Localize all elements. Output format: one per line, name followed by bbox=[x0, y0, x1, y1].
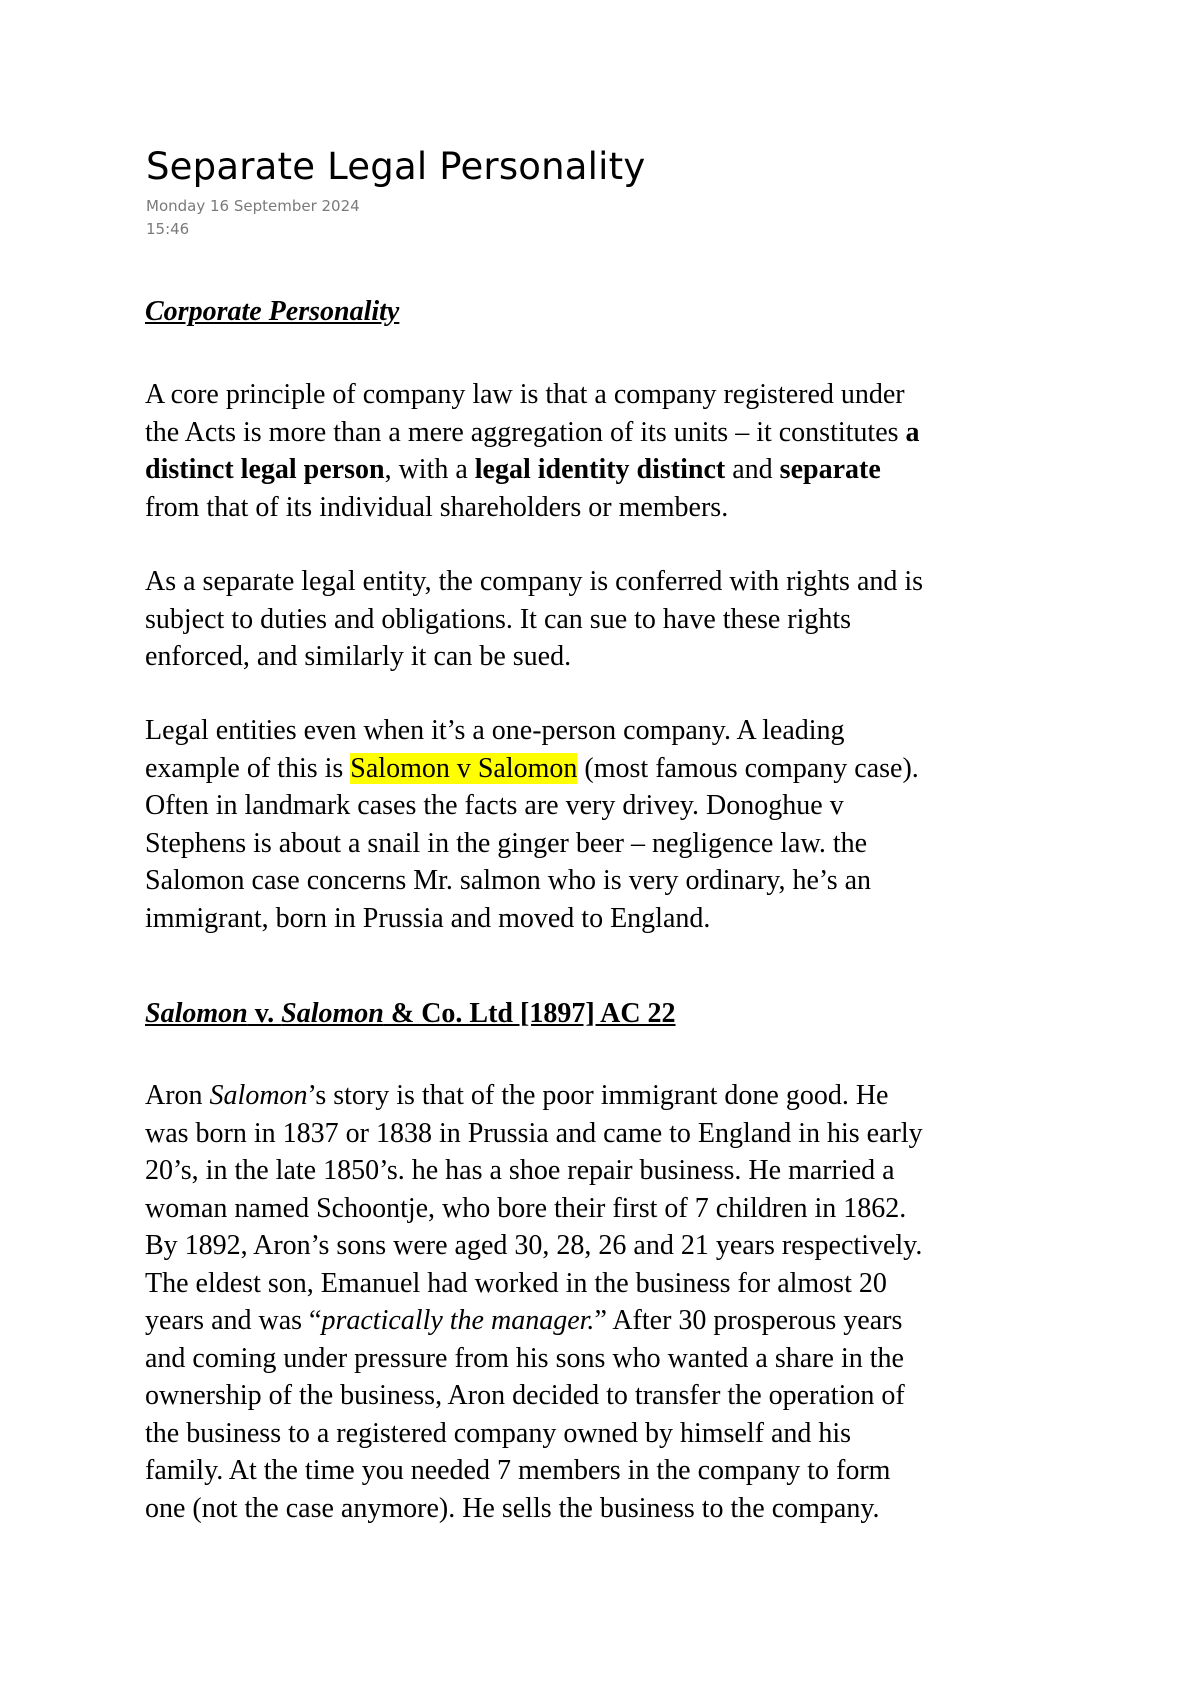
text-line: woman named Schoontje, who bore their first of 7 children in 1862. bbox=[145, 1192, 907, 1224]
text-line: Salomon case concerns Mr. salmon who is very ordinary, he’s an bbox=[145, 865, 872, 896]
text-run: years and was “ bbox=[145, 1305, 322, 1336]
text-line: one (not the case anymore). He sells the business to the company. bbox=[145, 1492, 880, 1524]
text-line: ownership of the business, Aron decided to transfer the operation of bbox=[145, 1380, 905, 1411]
text-run: , with a bbox=[384, 454, 475, 485]
section-heading-corporate-personality bbox=[145, 296, 399, 328]
text-line bbox=[145, 1302, 1085, 1340]
text-line: Stephens is about a snail in the ginger beer – negligence law. the bbox=[145, 827, 868, 859]
text-line: 20’s, in the late 1850’s. he has a shoe repair business. He married a bbox=[145, 1155, 895, 1186]
paragraph-core-principle bbox=[145, 376, 1085, 526]
page-time: 15:46 bbox=[146, 220, 190, 238]
italic-text: Salomon bbox=[209, 1080, 308, 1111]
text-line: and coming under pressure from his sons who wanted a share in the bbox=[145, 1342, 904, 1374]
text-line: A core principle of company law is that a company registered under bbox=[145, 379, 905, 410]
heading-text: & Co. Ltd [1897] AC 22 bbox=[383, 998, 676, 1029]
text-run: ” After 30 prosperous years bbox=[594, 1305, 903, 1336]
text-line: from that of its individual shareholders or members. bbox=[145, 491, 729, 523]
text-line: enforced, and similarly it can be sued. bbox=[145, 641, 572, 672]
paragraph-salomon-story bbox=[145, 1077, 1085, 1527]
text-line: was born in 1837 or 1838 in Prussia and came to England in his early bbox=[145, 1117, 923, 1149]
text-line bbox=[145, 750, 1085, 788]
bold-text: a bbox=[905, 416, 920, 448]
text-line bbox=[145, 451, 1085, 489]
text-line: The eldest son, Emanuel had worked in the business for almost 20 bbox=[145, 1267, 887, 1299]
paragraph-one-person-company bbox=[145, 712, 1085, 937]
text-line bbox=[145, 1077, 1085, 1115]
text-line: Legal entities even when it’s a one-person company. A leading bbox=[145, 715, 845, 746]
highlighted-case-name: Salomon v Salomon bbox=[350, 752, 578, 784]
page-title: Separate Legal Personality bbox=[146, 145, 646, 188]
heading-text: Salomon bbox=[145, 998, 248, 1029]
heading-text: Corporate Personality bbox=[145, 296, 400, 327]
paragraph-separate-entity bbox=[145, 563, 1085, 676]
bold-text: distinct legal person bbox=[145, 454, 385, 485]
text-line: the business to a registered company owned by himself and his bbox=[145, 1417, 852, 1449]
text-line: Often in landmark cases the facts are very drivey. Donoghue v bbox=[145, 790, 844, 821]
italic-text: practically the manager. bbox=[321, 1305, 595, 1336]
text-line: family. At the time you needed 7 members in the company to form bbox=[145, 1455, 891, 1486]
section-heading-salomon-case bbox=[145, 998, 676, 1030]
text-line: subject to duties and obligations. It can sue to have these rights bbox=[145, 603, 852, 635]
bold-text: legal identity distinct bbox=[474, 454, 726, 485]
text-line: As a separate legal entity, the company is conferred with rights and is bbox=[145, 566, 924, 597]
bold-text: separate bbox=[779, 454, 881, 485]
text-line: By 1892, Aron’s sons were aged 30, 28, 26 and 21 years respectively. bbox=[145, 1230, 923, 1261]
text-line bbox=[145, 414, 1085, 452]
page-date: Monday 16 September 2024 bbox=[146, 197, 360, 215]
heading-text: v. bbox=[247, 998, 282, 1029]
text-run: ’s story is that of the poor immigrant done good. He bbox=[307, 1080, 889, 1111]
text-run: the Acts is more than a mere aggregation of its units – it constitutes bbox=[145, 416, 906, 448]
heading-text: Salomon bbox=[281, 998, 384, 1029]
text-run: and bbox=[725, 454, 780, 485]
text-run: (most famous company case). bbox=[577, 752, 919, 784]
text-line: immigrant, born in Prussia and moved to England. bbox=[145, 902, 711, 934]
text-run: Aron bbox=[145, 1080, 210, 1111]
text-run: example of this is bbox=[145, 752, 351, 784]
